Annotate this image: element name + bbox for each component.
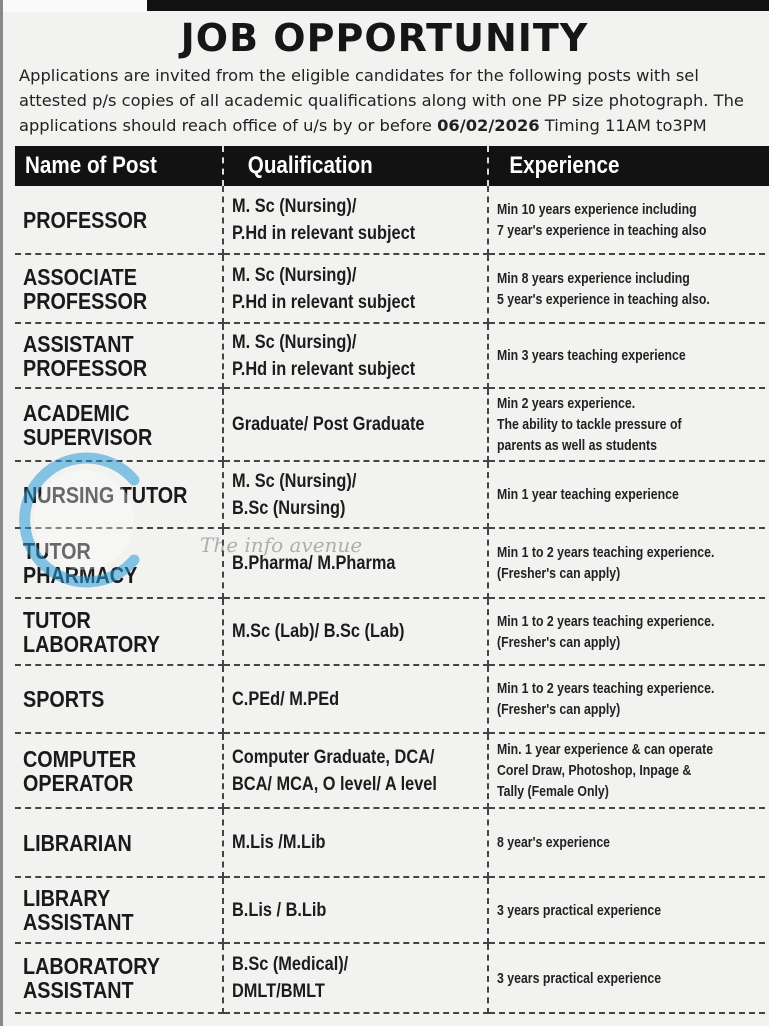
post-qualification: Graduate/ Post Graduate: [223, 388, 488, 461]
watermark-tagline: The info avenue: [200, 533, 363, 557]
post-qualification: M.Sc (Lab)/ B.Sc (Lab): [223, 598, 488, 665]
post-experience: Min 3 years teaching experience: [488, 323, 769, 388]
post-name: ASSOCIATE PROFESSOR: [15, 254, 223, 323]
deadline-date: 06/02/2026: [437, 116, 540, 135]
post-experience: Min 8 years experience including 5 year's experience in teaching also.: [488, 254, 769, 323]
table-row: [15, 323, 769, 388]
table-row: [15, 461, 769, 528]
post-name: NURSING TUTOR: [15, 461, 223, 528]
post-qualification: B.Lis / B.Lib: [223, 877, 488, 943]
post-name: TUTOR LABORATORY: [15, 598, 223, 665]
post-experience: Min 1 year teaching experience: [488, 461, 769, 528]
job-posts-table: [15, 146, 769, 1014]
intro-line-2: attested p/s copies of all academic qualifications along with one PP size photograph. The: [19, 91, 744, 110]
post-qualification: M. Sc (Nursing)/ P.Hd in relevant subject: [223, 254, 488, 323]
post-qualification: M. Sc (Nursing)/ B.Sc (Nursing): [223, 461, 488, 528]
post-experience: 8 year's experience: [488, 808, 769, 877]
table-row: [15, 877, 769, 943]
intro-paragraph: [19, 63, 769, 138]
post-name: LIBRARY ASSISTANT: [15, 877, 223, 943]
header-qualification: Qualification: [223, 146, 488, 186]
post-name: LABORATORY ASSISTANT: [15, 943, 223, 1013]
table-row: [15, 528, 769, 598]
left-edge-rule: [0, 0, 3, 1026]
post-name: LIBRARIAN: [15, 808, 223, 877]
header-experience: Experience: [488, 146, 769, 186]
top-bar-black-segment: [147, 0, 769, 11]
post-qualification: M. Sc (Nursing)/ P.Hd in relevant subject: [223, 323, 488, 388]
post-experience: Min 1 to 2 years teaching experience. (Fresher's can apply): [488, 598, 769, 665]
post-experience: 3 years practical experience: [488, 943, 769, 1013]
table-row: [15, 254, 769, 323]
page-title: JOB OPPORTUNITY: [180, 16, 589, 60]
post-name: ACADEMIC SUPERVISOR: [15, 388, 223, 461]
intro-line-3-suffix: Timing 11AM to3PM: [539, 116, 707, 135]
table-row: [15, 733, 769, 808]
post-experience: Min 1 to 2 years teaching experience. (Fresher's can apply): [488, 665, 769, 733]
intro-line-3: [19, 113, 769, 138]
table-header-row: [15, 146, 769, 186]
table-row: [15, 598, 769, 665]
table-row: [15, 186, 769, 254]
header-name-of-post: Name of Post: [15, 146, 223, 186]
post-experience: Min. 1 year experience & can operate Corel Draw, Photoshop, Inpage & Tally (Female Only): [488, 733, 769, 808]
post-qualification: C.PEd/ M.PEd: [223, 665, 488, 733]
intro-line-1: Applications are invited from the eligible candidates for the following posts with sel: [19, 66, 699, 85]
post-qualification: B.Pharma/ M.Pharma: [223, 528, 488, 598]
post-experience: 3 years practical experience: [488, 877, 769, 943]
post-experience: Min 1 to 2 years teaching experience. (Fresher's can apply): [488, 528, 769, 598]
table-row: [15, 388, 769, 461]
table-row: [15, 808, 769, 877]
post-name: ASSISTANT PROFESSOR: [15, 323, 223, 388]
post-name: PROFESSOR: [15, 186, 223, 254]
post-qualification: M. Sc (Nursing)/ P.Hd in relevant subject: [223, 186, 488, 254]
post-qualification: Computer Graduate, DCA/ BCA/ MCA, O level/ A level: [223, 733, 488, 808]
post-name: SPORTS: [15, 665, 223, 733]
top-black-bar: [0, 0, 769, 12]
post-experience: Min 10 years experience including 7 year's experience in teaching also: [488, 186, 769, 254]
post-qualification: B.Sc (Medical)/ DMLT/BMLT: [223, 943, 488, 1013]
post-experience: Min 2 years experience. The ability to tackle pressure of parents as well as students: [488, 388, 769, 461]
post-qualification: M.Lis /M.Lib: [223, 808, 488, 877]
table-row: [15, 665, 769, 733]
table-row: [15, 943, 769, 1013]
post-name: TUTOR PHARMACY: [15, 528, 223, 598]
top-bar-white-segment: [0, 0, 147, 12]
post-name: COMPUTER OPERATOR: [15, 733, 223, 808]
intro-line-3-prefix: applications should reach office of u/s by or before: [19, 116, 438, 135]
